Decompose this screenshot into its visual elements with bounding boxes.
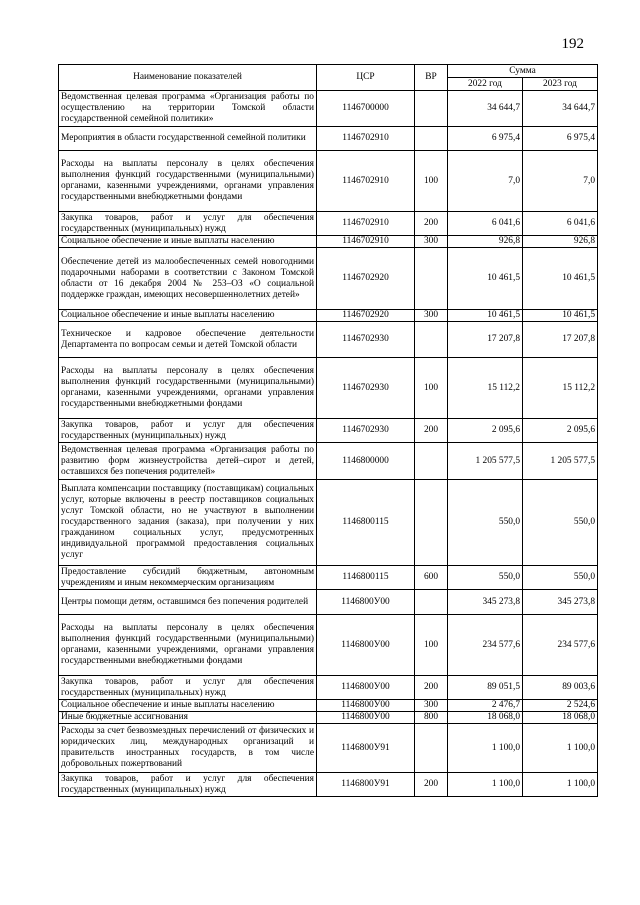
row-csr: 1146702930 — [317, 358, 415, 419]
row-value-2023: 6 975,4 — [523, 127, 598, 151]
row-value-2023: 89 003,6 — [523, 676, 598, 700]
row-value-2022: 6 041,6 — [448, 212, 523, 236]
row-value-2023: 10 461,5 — [523, 248, 598, 310]
row-value-2022: 234 577,6 — [448, 615, 523, 676]
row-value-2022: 89 051,5 — [448, 676, 523, 700]
header-2023: 2023 год — [523, 78, 598, 91]
table-row — [59, 322, 598, 358]
row-name: Выплата компенсации поставщику (поставщикам) социальных услуг, которые включены в реестр поставщиков социальных услуг Томской области, но не участвуют в выполнении государственного задания (заказа), при получении у них гражданином социальных услуг, предусмотренных индивидуальной программой предоставления социальных услуг — [59, 480, 317, 566]
row-vr: 200 — [415, 212, 448, 236]
row-value-2023: 18 068,0 — [523, 712, 598, 724]
row-value-2023: 2 524,6 — [523, 700, 598, 712]
row-value-2022: 6 975,4 — [448, 127, 523, 151]
row-value-2022: 926,8 — [448, 236, 523, 248]
header-name: Наименование показателей — [59, 65, 317, 91]
table-row — [59, 358, 598, 419]
row-vr: 100 — [415, 358, 448, 419]
row-name: Техническое и кадровое обеспечение деятельности Департамента по вопросам семьи и детей Томской области — [59, 322, 317, 358]
row-name: Закупка товаров, работ и услуг для обеспечения государственных (муниципальных) нужд — [59, 676, 317, 700]
row-name: Социальное обеспечение и иные выплаты населению — [59, 236, 317, 248]
row-csr: 1146800У91 — [317, 724, 415, 773]
row-name: Социальное обеспечение и иные выплаты населению — [59, 700, 317, 712]
row-csr: 1146800У91 — [317, 773, 415, 797]
row-name: Закупка товаров, работ и услуг для обеспечения государственных (муниципальных) нужд — [59, 212, 317, 236]
row-value-2023: 7,0 — [523, 151, 598, 212]
row-vr — [415, 322, 448, 358]
row-csr: 1146800У00 — [317, 712, 415, 724]
row-name: Предоставление субсидий бюджетным, автономным учреждениям и иным некоммерческим организациям — [59, 566, 317, 590]
row-value-2022: 10 461,5 — [448, 248, 523, 310]
row-name: Закупка товаров, работ и услуг для обеспечения государственных (муниципальных) нужд — [59, 419, 317, 443]
row-vr — [415, 127, 448, 151]
row-value-2022: 345 273,8 — [448, 590, 523, 615]
row-csr: 1146702920 — [317, 310, 415, 322]
row-vr: 100 — [415, 615, 448, 676]
header-vr: ВР — [415, 65, 448, 91]
row-csr: 1146800У00 — [317, 590, 415, 615]
row-vr — [415, 443, 448, 480]
header-2022: 2022 год — [448, 78, 523, 91]
row-value-2023: 345 273,8 — [523, 590, 598, 615]
row-vr — [415, 590, 448, 615]
row-vr: 800 — [415, 712, 448, 724]
row-value-2023: 10 461,5 — [523, 310, 598, 322]
row-value-2022: 15 112,2 — [448, 358, 523, 419]
row-value-2023: 1 100,0 — [523, 773, 598, 797]
row-name: Ведомственная целевая программа «Организация работы по осуществлению на территории Томской области государственной семейной политики» — [59, 91, 317, 127]
row-value-2022: 1 100,0 — [448, 773, 523, 797]
row-csr: 1146800115 — [317, 566, 415, 590]
table-row — [59, 773, 598, 797]
row-name: Расходы на выплаты персоналу в целях обеспечения выполнения функций государственными (муниципальными) органами, казенными учреждениями, органами управления государственными внебюджетными фондами — [59, 151, 317, 212]
row-csr: 1146700000 — [317, 91, 415, 127]
row-value-2022: 7,0 — [448, 151, 523, 212]
row-value-2022: 1 205 577,5 — [448, 443, 523, 480]
row-value-2022: 17 207,8 — [448, 322, 523, 358]
table-row — [59, 676, 598, 700]
row-value-2023: 1 100,0 — [523, 724, 598, 773]
row-value-2023: 6 041,6 — [523, 212, 598, 236]
table-row — [59, 151, 598, 212]
row-vr: 200 — [415, 419, 448, 443]
row-value-2023: 34 644,7 — [523, 91, 598, 127]
row-name: Расходы на выплаты персоналу в целях обеспечения выполнения функций государственными (муниципальными) органами, казенными учреждениями, органами управления государственными внебюджетными фондами — [59, 358, 317, 419]
row-value-2023: 234 577,6 — [523, 615, 598, 676]
table-body — [59, 91, 598, 797]
table-row — [59, 127, 598, 151]
table-row — [59, 590, 598, 615]
table-row — [59, 236, 598, 248]
row-value-2023: 17 207,8 — [523, 322, 598, 358]
table-row — [59, 91, 598, 127]
row-value-2022: 34 644,7 — [448, 91, 523, 127]
row-csr: 1146800115 — [317, 480, 415, 566]
row-name: Иные бюджетные ассигнования — [59, 712, 317, 724]
row-value-2023: 550,0 — [523, 566, 598, 590]
row-vr: 300 — [415, 236, 448, 248]
row-csr: 1146800000 — [317, 443, 415, 480]
row-name: Центры помощи детям, оставшимся без попечения родителей — [59, 590, 317, 615]
row-csr: 1146800У00 — [317, 700, 415, 712]
row-vr: 300 — [415, 700, 448, 712]
page-number: 192 — [561, 36, 584, 52]
row-vr — [415, 248, 448, 310]
row-value-2022: 10 461,5 — [448, 310, 523, 322]
budget-table — [58, 64, 598, 797]
row-vr: 200 — [415, 676, 448, 700]
row-value-2023: 2 095,6 — [523, 419, 598, 443]
row-value-2023: 1 205 577,5 — [523, 443, 598, 480]
table-row — [59, 480, 598, 566]
row-csr: 1146702910 — [317, 127, 415, 151]
row-vr: 300 — [415, 310, 448, 322]
row-csr: 1146702930 — [317, 322, 415, 358]
row-name: Расходы на выплаты персоналу в целях обеспечения выполнения функций государственными (муниципальными) органами, казенными учреждениями, органами управления государственными внебюджетными фондами — [59, 615, 317, 676]
row-csr: 1146702930 — [317, 419, 415, 443]
row-value-2022: 550,0 — [448, 480, 523, 566]
table-row — [59, 443, 598, 480]
row-name: Закупка товаров, работ и услуг для обеспечения государственных (муниципальных) нужд — [59, 773, 317, 797]
table-row — [59, 248, 598, 310]
row-value-2023: 550,0 — [523, 480, 598, 566]
row-value-2022: 2 476,7 — [448, 700, 523, 712]
row-vr — [415, 91, 448, 127]
header-sum: Сумма — [448, 65, 598, 78]
table-row — [59, 566, 598, 590]
row-csr: 1146800У00 — [317, 676, 415, 700]
row-name: Обеспечение детей из малообеспеченных семей новогодними подарочными наборами в соответствии с Законом Томской области от 16 декабря 2004 № 253–ОЗ «О социальной поддержке граждан, имеющих несовершеннолетних детей» — [59, 248, 317, 310]
row-csr: 1146702910 — [317, 151, 415, 212]
row-csr: 1146702920 — [317, 248, 415, 310]
table-row — [59, 724, 598, 773]
row-vr — [415, 480, 448, 566]
table-row — [59, 310, 598, 322]
row-value-2022: 1 100,0 — [448, 724, 523, 773]
table-row — [59, 700, 598, 712]
row-value-2022: 550,0 — [448, 566, 523, 590]
row-vr — [415, 724, 448, 773]
row-csr: 1146702910 — [317, 212, 415, 236]
row-csr: 1146800У00 — [317, 615, 415, 676]
row-value-2022: 2 095,6 — [448, 419, 523, 443]
row-name: Социальное обеспечение и иные выплаты населению — [59, 310, 317, 322]
table-row — [59, 419, 598, 443]
row-vr: 200 — [415, 773, 448, 797]
row-name: Расходы за счет безвозмездных перечислений от физических и юридических лиц, международных организаций и правительств иностранных государств, в том числе добровольных пожертвований — [59, 724, 317, 773]
row-value-2022: 18 068,0 — [448, 712, 523, 724]
row-vr: 100 — [415, 151, 448, 212]
table-row — [59, 212, 598, 236]
header-csr: ЦСР — [317, 65, 415, 91]
row-vr: 600 — [415, 566, 448, 590]
table-row — [59, 712, 598, 724]
row-csr: 1146702910 — [317, 236, 415, 248]
table-row — [59, 615, 598, 676]
row-value-2023: 926,8 — [523, 236, 598, 248]
row-name: Ведомственная целевая программа «Организация работы по развитию форм жизнеустройства детей–сирот и детей, оставшихся без попечения родителей» — [59, 443, 317, 480]
row-value-2023: 15 112,2 — [523, 358, 598, 419]
row-name: Мероприятия в области государственной семейной политики — [59, 127, 317, 151]
